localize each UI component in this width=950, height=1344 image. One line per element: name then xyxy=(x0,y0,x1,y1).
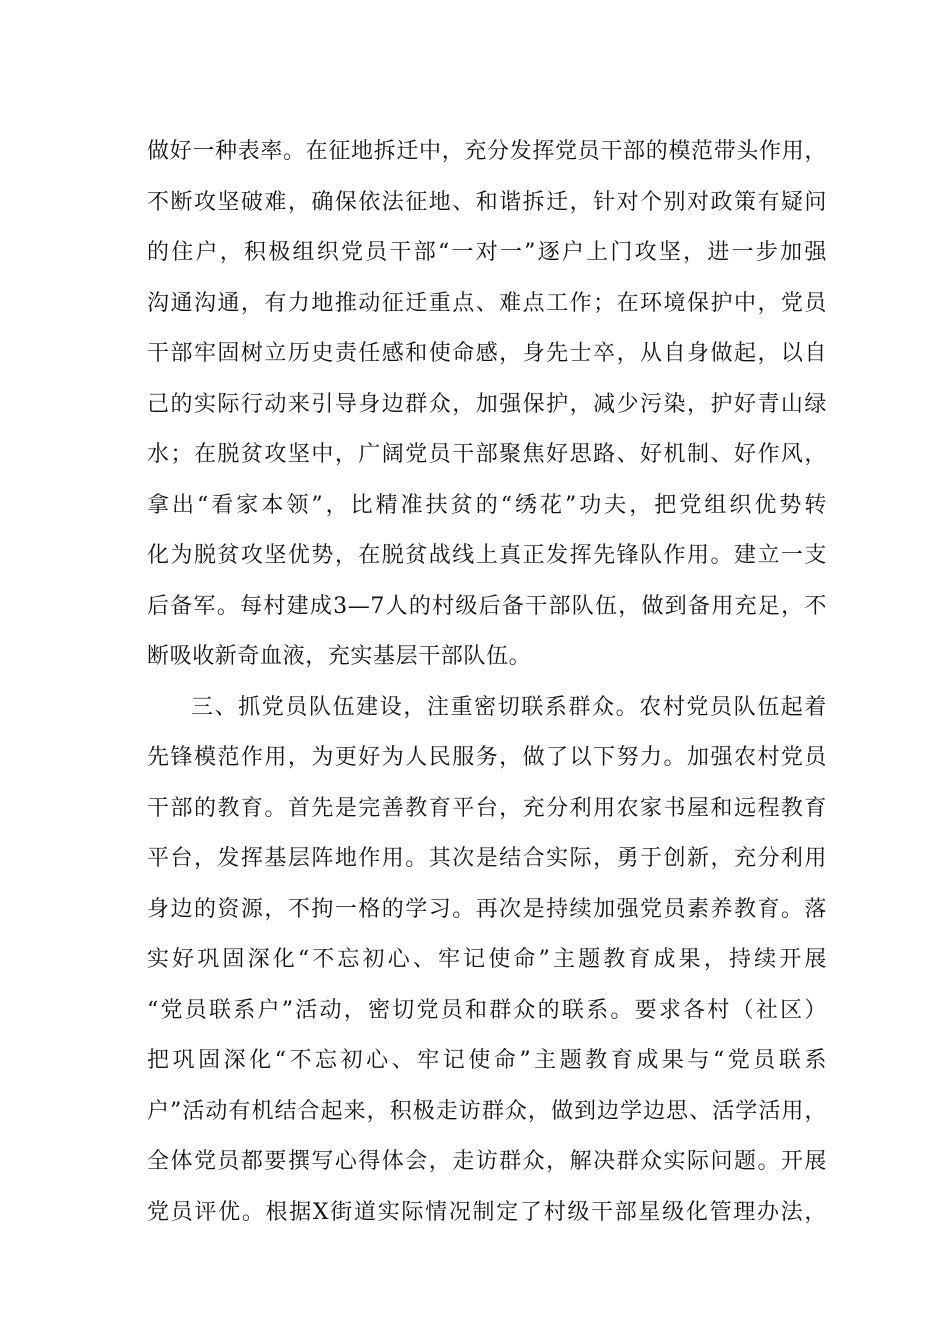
text-line: 身边的资源，不拘一格的学习。再次是持续加强党员素养教育。落 xyxy=(147,896,827,922)
text-line: 后备军。每村建成3—7人的村级后备干部队伍，做到备用充足，不 xyxy=(147,593,827,619)
body-text xyxy=(147,127,827,1238)
text-line: 的住户，积极组织党员干部“一对一”逐户上门攻坚，进一步加强 xyxy=(147,240,827,265)
text-line: 先锋模范作用，为更好为人民服务，做了以下努力。加强农村党员 xyxy=(147,745,827,770)
text-line: 做好一种表率。在征地拆迁中，充分发挥党员干部的模范带头作用， xyxy=(147,139,827,164)
text-line: 党员评优。根据X街道实际情况制定了村级干部星级化管理办法， xyxy=(147,1199,827,1225)
text-line: 平台，发挥基层阵地作用。其次是结合实际，勇于创新，充分利用 xyxy=(147,846,827,871)
text-line: 干部牢固树立历史责任感和使命感，身先士卒，从自身做起，以自 xyxy=(147,341,827,366)
text-line: 化为脱贫攻坚优势，在脱贫战线上真正发挥先锋队作用。建立一支 xyxy=(147,543,827,568)
text-line: 断吸收新奇血液，充实基层干部队伍。 xyxy=(147,644,532,669)
text-line: 己的实际行动来引导身边群众，加强保护，减少污染，护好青山绿 xyxy=(147,391,827,417)
text-line: “党员联系户”活动，密切党员和群众的联系。要求各村（社区） xyxy=(147,997,827,1023)
text-line: 把巩固深化“不忘初心、牢记使命”主题教育成果与“党员联系 xyxy=(147,1048,827,1073)
text-line: 沟通沟通，有力地推动征迁重点、难点工作；在环境保护中，党员 xyxy=(147,290,827,316)
text-line: 户”活动有机结合起来，积极走访群众，做到边学边思、活学活用， xyxy=(147,1098,827,1124)
text-line: 拿出“看家本领”，比精准扶贫的“绣花”功夫，把党组织优势转 xyxy=(147,492,827,518)
text-line: 全体党员都要撰写心得体会，走访群众，解决群众实际问题。开展 xyxy=(147,1149,827,1174)
text-line: 实好巩固深化“不忘初心、牢记使命”主题教育成果，持续开展 xyxy=(147,947,827,972)
text-line: 不断攻坚破难，确保依法征地、和谐拆迁，针对个别对政策有疑问 xyxy=(147,189,827,215)
text-line: 干部的教育。首先是完善教育平台，充分利用农家书屋和远程教育 xyxy=(147,795,827,821)
text-line: 水；在脱贫攻坚中，广阔党员干部聚焦好思路、好机制、好作风， xyxy=(147,442,827,467)
paragraph-first-line: 三、抓党员队伍建设，注重密切联系群众。农村党员队伍起着 xyxy=(191,694,827,720)
